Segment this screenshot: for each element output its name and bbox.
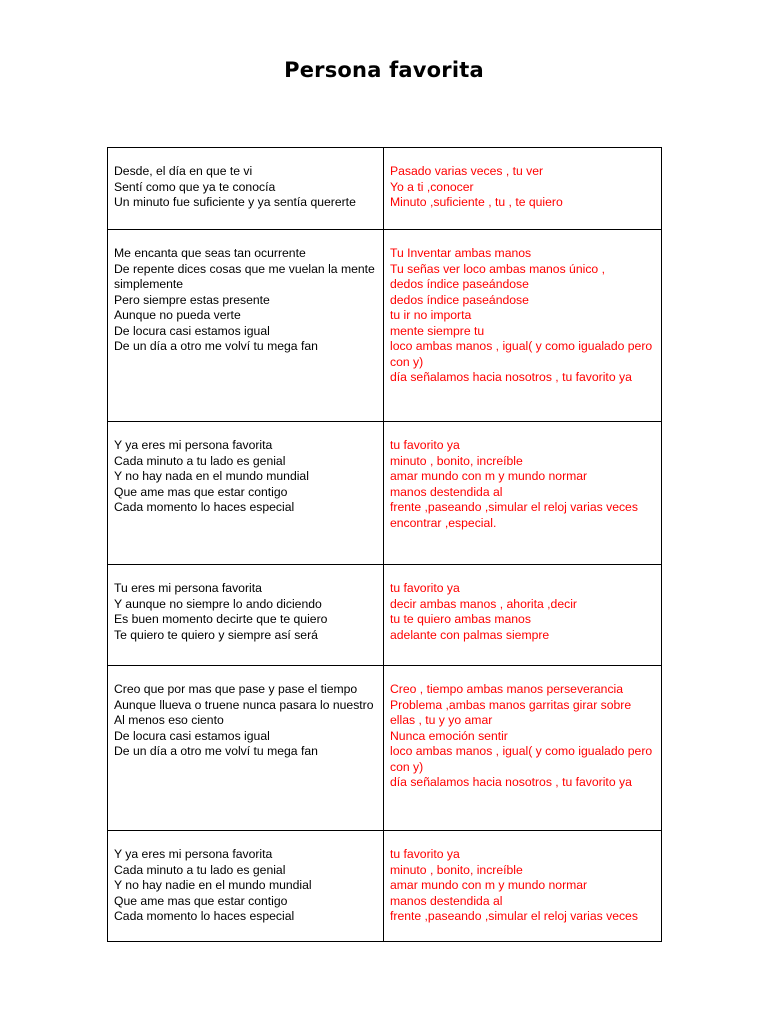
sign-line: manos destendida al (390, 893, 503, 908)
sign-line: minuto , bonito, increíble (390, 862, 523, 877)
lyric-line: Creo que por mas que pase y pase el tiempo (114, 682, 358, 696)
sign-line: amar mundo con m y mundo normar (390, 878, 588, 892)
lyric-line: Al menos eso ciento (114, 713, 224, 727)
lyric-line: Aunque llueva o truene nunca pasara lo nuestro (114, 697, 374, 712)
lyric-line: Tu eres mi persona favorita (114, 581, 262, 595)
sign-line: loco ambas manos , igual( y como igualado pero con y) (390, 339, 653, 369)
sign-line: mente siempre tu (390, 323, 485, 338)
signs-cell (384, 666, 662, 831)
table-row (108, 422, 662, 565)
table-body (108, 148, 662, 942)
lyrics-cell (108, 831, 384, 942)
lyric-line: Que ame mas que estar contigo (114, 484, 288, 499)
document-title: Persona favorita (284, 58, 484, 82)
lyric-line: Me encanta que seas tan ocurrente (114, 246, 306, 260)
sign-line: adelante con palmas siempre (390, 627, 550, 642)
lyric-line: De repente dices cosas que me vuelan la mente simplemente (114, 261, 375, 291)
sign-line: amar mundo con m y mundo normar (390, 469, 588, 483)
sign-line: tu favorito ya (390, 581, 460, 595)
sign-line: Tu señas ver loco ambas manos único , (390, 261, 605, 276)
lyric-line: Y ya eres mi persona favorita (114, 438, 273, 452)
lyric-line: Te quiero te quiero y siempre así será (114, 627, 318, 642)
sign-line: Problema ,ambas manos garritas girar sobre ellas , tu y yo amar (390, 697, 632, 727)
sign-line: tu favorito ya (390, 438, 460, 452)
lyrics-sign-table (107, 147, 662, 942)
table-row (108, 148, 662, 230)
lyric-line: Cada momento lo haces especial (114, 909, 295, 923)
sign-line: frente ,paseando ,simular el reloj varias veces (390, 500, 638, 514)
lyric-line: Aunque no pueda verte (114, 308, 241, 322)
signs-cell (384, 565, 662, 666)
lyric-line: Un minuto fue suficiente y ya sentía quererte (114, 195, 356, 209)
signs-cell (384, 148, 662, 230)
lyrics-cell (108, 148, 384, 230)
lyric-line: Sentí como que ya te conocía (114, 179, 276, 194)
lyrics-cell (108, 565, 384, 666)
sign-line: tu te quiero ambas manos (390, 612, 531, 626)
sign-line: decir ambas manos , ahorita ,decir (390, 596, 577, 611)
sign-line: dedos índice paseándose (390, 277, 529, 291)
sign-line: tu favorito ya (390, 847, 460, 861)
lyric-line: Que ame mas que estar contigo (114, 893, 288, 908)
lyric-line: Desde, el día en que te vi (114, 164, 253, 178)
signs-cell (384, 831, 662, 942)
sign-line: encontrar ,especial. (390, 515, 497, 530)
lyric-line: Y aunque no siempre lo ando diciendo (114, 596, 322, 611)
sign-line: minuto , bonito, increíble (390, 453, 523, 468)
sign-line: Tu Inventar ambas manos (390, 246, 532, 260)
signs-cell (384, 422, 662, 565)
sign-line: tu ir no importa (390, 308, 472, 322)
table-row (108, 831, 662, 942)
lyrics-cell (108, 422, 384, 565)
sign-line: Minuto ,suficiente , tu , te quiero (390, 195, 563, 209)
lyrics-cell (108, 230, 384, 422)
sign-line: dedos índice paseándose (390, 292, 529, 307)
lyric-line: De locura casi estamos igual (114, 728, 270, 743)
sign-line: frente ,paseando ,simular el reloj varias veces (390, 909, 638, 923)
lyric-line: Es buen momento decirte que te quiero (114, 612, 328, 626)
table-row (108, 565, 662, 666)
signs-cell (384, 230, 662, 422)
table-row (108, 666, 662, 831)
lyric-line: De un día a otro me volví tu mega fan (114, 339, 318, 353)
sign-line: Pasado varias veces , tu ver (390, 164, 544, 178)
lyrics-cell (108, 666, 384, 831)
lyric-line: Cada momento lo haces especial (114, 500, 295, 514)
table-row (108, 230, 662, 422)
sign-line: Yo a ti ,conocer (390, 179, 474, 194)
sign-line: manos destendida al (390, 484, 503, 499)
lyric-line: Cada minuto a tu lado es genial (114, 453, 286, 468)
lyric-line: Pero siempre estas presente (114, 292, 270, 307)
sign-line: día señalamos hacia nosotros , tu favorito ya (390, 775, 632, 789)
sign-line: día señalamos hacia nosotros , tu favorito ya (390, 370, 632, 384)
sign-line: Nunca emoción sentir (390, 728, 508, 743)
lyric-line: Cada minuto a tu lado es genial (114, 862, 286, 877)
sign-line: Creo , tiempo ambas manos perseverancia (390, 682, 624, 696)
lyric-line: Y ya eres mi persona favorita (114, 847, 273, 861)
lyric-line: Y no hay nada en el mundo mundial (114, 469, 309, 483)
lyric-line: De locura casi estamos igual (114, 323, 270, 338)
sign-line: loco ambas manos , igual( y como igualado pero con y) (390, 744, 653, 774)
lyric-line: Y no hay nadie en el mundo mundial (114, 878, 312, 892)
lyric-line: De un día a otro me volví tu mega fan (114, 744, 318, 758)
